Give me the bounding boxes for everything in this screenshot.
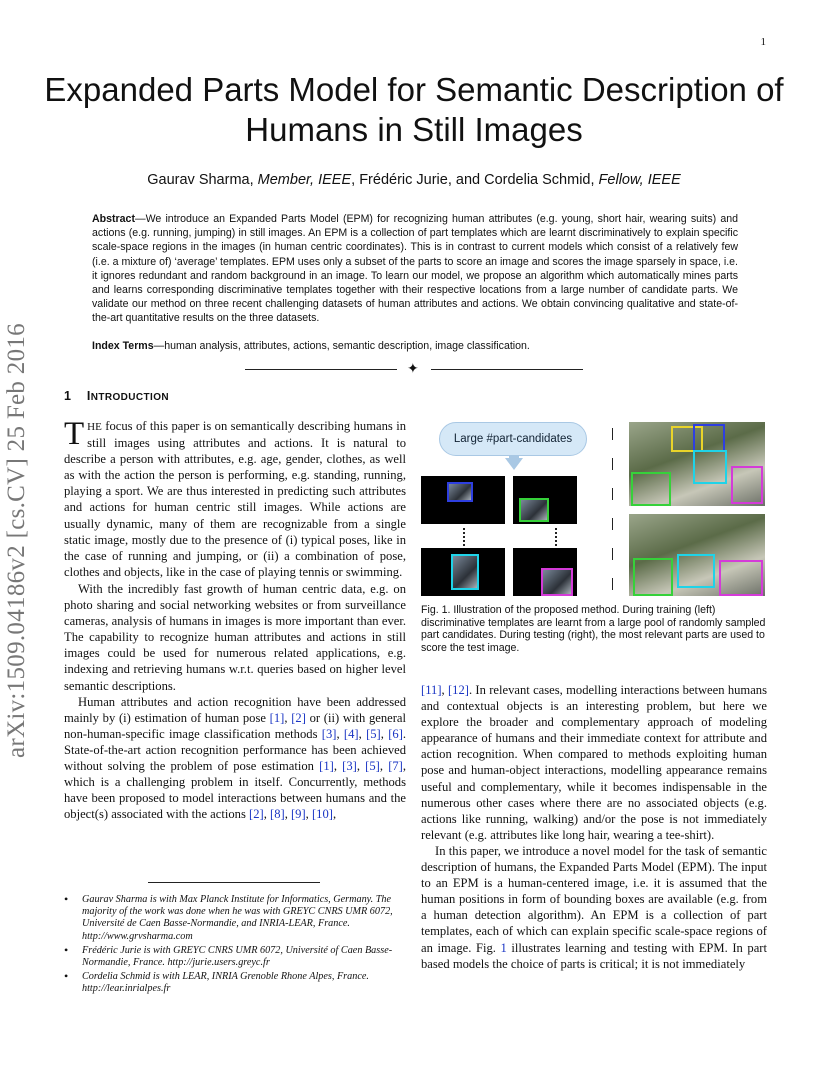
- citation-link[interactable]: [5]: [365, 758, 380, 773]
- separator-diamond-icon: ✦: [407, 361, 419, 377]
- author-role-fellow: Fellow, IEEE: [598, 172, 681, 188]
- part-box: [451, 554, 479, 590]
- ellipsis-dots: [463, 528, 466, 546]
- p5-text-a: In this paper, we introduce a novel model for the task of semantic description of humans, the Expanded Parts Model (EPM). The input to an EPM is a human-centered image, i.e. it is assumed that the human positions in form of bounding boxes are available (e.g. from a human detection algorithm). An EPM is a collection of part templates, each of which can explain specific scale-space regions of an image. Fig.: [421, 843, 767, 955]
- footnote-item: • Frédéric Jurie is with GREYC CNRS UMR 6072, Université of Caen Basse-Normandie, France. http://jurie.users.greyc.fr: [64, 945, 408, 969]
- part-template-tile: [513, 548, 577, 596]
- author-sharma: Gaurav Sharma,: [147, 172, 258, 188]
- section-title-initial: I: [86, 389, 91, 403]
- section-title-rest: NTRODUCTION: [90, 392, 170, 403]
- index-terms-text: —human analysis, attributes, actions, semantic description, image classification.: [153, 340, 530, 352]
- index-terms: [92, 340, 738, 352]
- p3-text-a: Human attributes and action recognition have been addressed mainly by (i) estimation of human pose: [64, 694, 406, 725]
- p3-text-d: , which is a challenging problem in itself. Concurrently, methods have been proposed to model interactions between humans and the object(s) associated with the actions: [64, 758, 407, 822]
- p5-text-b: illustrates learning and testing with EPM. In part based models the choice of parts is critical; it is not immediately: [421, 940, 767, 971]
- section-number: 1: [64, 389, 72, 403]
- citation-link[interactable]: [6]: [388, 726, 403, 741]
- figure-link[interactable]: 1: [500, 940, 507, 955]
- abstract-text: —We introduce an Expanded Parts Model (EPM) for recognizing human attributes (e.g. young, short hair, wearing suits) and actions (e.g. running, jumping) in still images. An EPM is a collection of part templates which are learnt discriminatively to explain specific scale-space regions in the images (in human centric coordinates). This is in contrast to current models which consist of a relatively few (i.e. a mixture of) ‘average’ templates. EPM uses only a subset of the parts to score an image and scores the image sparsely in space, i.e. it ignores redundant and random background in an image. To learn our model, we propose an algorithm which automatically mines parts and learns corresponding discriminative templates together with their respective locations from a large number of candidate parts. We validate our method on three recent challenging datasets of human attributes and actions. We obtain convincing qualitative and state-of-the-art quantitative results on the three datasets.: [92, 213, 738, 325]
- citation-link[interactable]: [2]: [291, 710, 306, 725]
- left-column: [64, 418, 406, 822]
- divider-tick: [612, 428, 613, 440]
- author-role-member: Member, IEEE: [257, 172, 352, 188]
- citation-link[interactable]: [10]: [311, 807, 333, 822]
- ellipsis-dots: [555, 528, 558, 546]
- page-number: 1: [760, 36, 766, 48]
- abstract: [92, 212, 738, 326]
- intro-paragraph-2: With the incredibly fast growth of human centric data, e.g. on photo sharing and social networking websites or from surveillance cameras, analysis of humans in images is more important than ever. The capability to recognize human attributes and actions in still images could be used for numerous related applications, e.g. indexing and retrieving humans w.r.t. queries based on higher level semantic descriptions.: [64, 581, 406, 693]
- intro-paragraph-3: Human attributes and action recognition have been addressed mainly by (i) estimation of human pose [1], [2] or (ii) with general non-human-specific image classification methods [3], [4], [5], [6]. State-of-the-art action recognition performance has been achieved without solving the problem of pose estimation [1], [3], [5], [7], which is a challenging problem in itself. Concurrently, methods have been proposed to model interactions between humans and the object(s) associated with the actions [2], [8], [9], [10],: [64, 694, 407, 822]
- author-others: , Frédéric Jurie, and Cordelia Schmid,: [351, 172, 599, 188]
- intro-paragraph-5: [421, 843, 767, 972]
- arxiv-stamp: arXiv:1509.04186v2 [cs.CV] 25 Feb 2016: [3, 323, 30, 758]
- divider-tick: [612, 458, 613, 470]
- small-caps-lead: HE: [87, 421, 102, 433]
- paper-title: Expanded Parts Model for Semantic Description of Humans in Still Images: [44, 71, 784, 148]
- right-column: [421, 682, 767, 972]
- citation-link[interactable]: [9]: [290, 807, 306, 822]
- footnote-item: • Gaurav Sharma is with Max Planck Institute for Informatics, Germany. The majority of the work was done when he was with GREYC CNRS UMR 6072, Université de Caen Basse-Normandie, and INRIA-LEAR, France. http://www.grvsharma.com: [64, 894, 408, 943]
- intro-paragraph-1-text: focus of this paper is on semantically describing humans in still images using attributes and actions. It is natural to describe a person with attributes, e.g. age, gender, clothes, as well as with the action the person is performing, e.g. standing, running, playing a sport. We are thus interested in predicting such attributes and actions for human centric still images. While actions are usually dynamic, many of them are recognizable from a single static image, mostly due to the presence of (i) typical poses, like in the case of running and jumping, or (ii) a combination of pose, clothes and objects, like in the case of playing tennis or swimming.: [64, 419, 406, 579]
- part-box: [519, 498, 549, 522]
- part-template-tile: [513, 476, 577, 524]
- citation-link[interactable]: [5]: [366, 726, 381, 741]
- index-terms-label: Index Terms: [92, 340, 154, 352]
- part-box: [677, 554, 715, 588]
- footnote-rule: [148, 882, 320, 883]
- divider-tick: [612, 578, 613, 590]
- part-box: [731, 466, 763, 504]
- p3-text-b: or (ii) with general non-human-specific image classification methods: [64, 710, 406, 741]
- citation-link[interactable]: [3]: [342, 758, 357, 773]
- figure-caption: Fig. 1. Illustration of the proposed method. During training (left) discriminative templates are learnt from a large pool of randomly sampled part candidates. During testing (right), the most relevant parts are used to score the test image.: [421, 604, 766, 654]
- intro-paragraph-4: [11], [12]. In relevant cases, modelling interactions between humans and contextual objects is an interesting problem, but here we explore the broader and complementary approach of modeling appearance of humans and their immediate context for attribute and action recognition. When compared to methods exploiting human pose and human-object interactions, modelling appearance remains useful and complementary, while it becomes indispensable in the numerous other cases where there are no associated objects (e.g. actions like running, walking) and/or the pose is not immediately relevant (e.g. attributes like long hair, wearing a tee-shirt).: [421, 683, 768, 842]
- part-box: [719, 560, 763, 596]
- citation-link[interactable]: [8]: [270, 807, 285, 822]
- citation-link[interactable]: [3]: [321, 726, 337, 741]
- figure-1: [421, 418, 767, 598]
- section-heading: [64, 389, 169, 403]
- footnote-item: • Cordelia Schmid is with LEAR, INRIA Grenoble Rhone Alpes, France. http://lear.inrialpes.fr: [64, 971, 408, 995]
- test-image-bottom: [629, 514, 765, 596]
- drop-cap: T: [64, 416, 85, 452]
- citation-link[interactable]: [11]: [421, 683, 442, 697]
- part-box: [541, 568, 573, 596]
- test-image-top: [629, 422, 765, 506]
- part-box: [447, 482, 473, 502]
- divider-tick: [612, 518, 613, 530]
- citation-link[interactable]: [12]: [447, 683, 469, 697]
- separator-line-left: [245, 369, 397, 370]
- separator-line-right: [431, 369, 583, 370]
- divider-tick: [612, 488, 613, 500]
- intro-paragraph-1: [64, 418, 406, 580]
- part-candidates-cloud: Large #part-candidates: [439, 422, 587, 456]
- section-separator: [245, 362, 583, 376]
- intro-paragraph-4-text: . In relevant cases, modelling interactions between humans and contextual objects is an interesting problem, but here we explore the broader and complementary approach of modeling appearance of humans and their immediate context for attribute and action recognition. When compared to methods exploiting human pose and human-object interactions, modelling appearance remains useful and complementary, while it becomes indispensable in the numerous other cases where there are no associated objects (e.g. actions like running, walking) and/or the pose is not immediately relevant (e.g. attributes like long hair, wearing a tee-shirt).: [421, 683, 768, 842]
- p3-text-c: . State-of-the-art action recognition performance has been achieved without solving the problem of pose estimation: [64, 726, 407, 773]
- part-template-tile: [421, 548, 505, 596]
- footnotes: [64, 894, 408, 998]
- divider-tick: [612, 548, 613, 560]
- down-arrow-icon: [505, 458, 523, 470]
- part-template-tile: [421, 476, 505, 524]
- citation-link[interactable]: [2]: [249, 807, 264, 822]
- part-box: [631, 472, 671, 506]
- part-box: [693, 450, 727, 484]
- abstract-label: Abstract: [92, 213, 135, 225]
- part-box: [693, 424, 725, 452]
- author-line: [40, 172, 788, 188]
- citation-link[interactable]: [1]: [319, 758, 334, 773]
- part-box: [633, 558, 673, 596]
- citation-link[interactable]: [7]: [388, 758, 403, 773]
- citation-link[interactable]: [1]: [269, 710, 285, 725]
- citation-link[interactable]: [4]: [343, 726, 359, 741]
